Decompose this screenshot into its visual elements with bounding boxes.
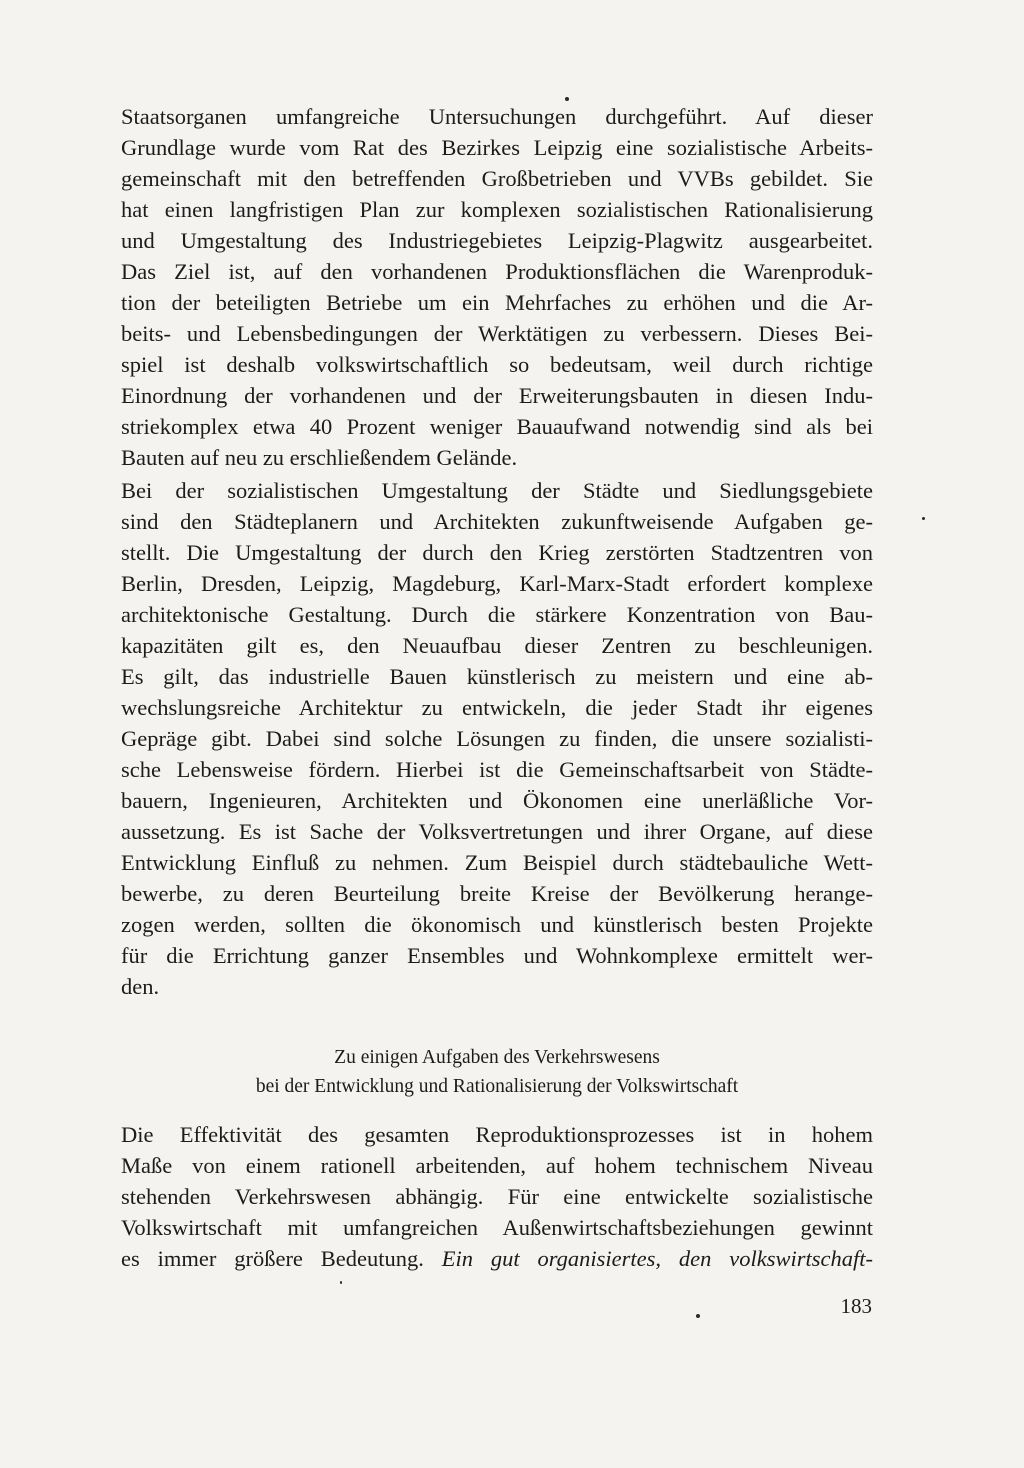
text-line: architektonische Gestaltung. Durch die stärkere Konzentration von Bau- [121, 602, 873, 627]
text-line: spiel ist deshalb volkswirtschaftlich so bedeutsam, weil durch richtige [121, 352, 873, 377]
text-line: Gepräge gibt. Dabei sind solche Lösungen zu finden, die unsere sozialisti- [121, 726, 873, 751]
text-line: für die Errichtung ganzer Ensembles und Wohnkomplexe ermittelt wer- [121, 943, 873, 968]
section-heading-line-2: bei der Entwicklung und Rationalisierung der Volkswirtschaft [255, 1076, 739, 1097]
text-line: Maße von einem rationell arbeitenden, auf hohem technischem Niveau [121, 1153, 873, 1178]
text-line: stehenden Verkehrswesen abhängig. Für eine entwickelte sozialistische [121, 1184, 873, 1209]
scan-speck [340, 1281, 342, 1284]
text-line: Staatsorganen umfangreiche Untersuchungen durchgeführt. Auf dieser [121, 104, 873, 129]
text-line: gemeinschaft mit den betreffenden Großbetrieben und VVBs gebildet. Sie [121, 166, 873, 191]
text-line: Grundlage wurde vom Rat des Bezirkes Leipzig eine sozialistische Arbeits- [121, 135, 873, 160]
text-line: und Umgestaltung des Industriegebietes Leipzig-Plagwitz ausgearbeitet. [121, 228, 873, 253]
text-line: kapazitäten gilt es, den Neuaufbau dieser Zentren zu beschleunigen. [121, 633, 873, 658]
text-line: beits- und Lebensbedingungen der Werktätigen zu verbessern. Dieses Bei- [121, 321, 873, 346]
scan-speck [565, 97, 569, 101]
text-line: stellt. Die Umgestaltung der durch den Krieg zerstörten Stadtzentren von [121, 540, 873, 565]
text-line: Die Effektivität des gesamten Reproduktionsprozesses ist in hohem [121, 1122, 873, 1147]
text-line [121, 1244, 873, 1274]
text-line: den. [121, 974, 160, 999]
text-line: hat einen langfristigen Plan zur komplexen sozialistischen Rationalisierung [121, 197, 873, 222]
text-italic: Ein gut organisiertes, den volkswirtschaft- [441, 1246, 873, 1271]
text-line: bewerbe, zu deren Beurteilung breite Kreise der Bevölkerung herange- [121, 881, 873, 906]
text-line: aussetzung. Es ist Sache der Volksvertretungen und ihrer Organe, auf diese [121, 819, 873, 844]
scan-speck [922, 517, 925, 520]
text-line: bauern, Ingenieuren, Architekten und Ökonomen eine unerläßliche Vor- [121, 788, 873, 813]
text-line: sind den Städteplanern und Architekten zukunftweisende Aufgaben ge- [121, 509, 873, 534]
text-line: wechslungsreiche Architektur zu entwickeln, die jeder Stadt ihr eigenes [121, 695, 873, 720]
text-line: sche Lebensweise fördern. Hierbei ist die Gemeinschaftsarbeit von Städte- [121, 757, 873, 782]
text-line: tion der beteiligten Betriebe um ein Mehrfaches zu erhöhen und die Ar- [121, 290, 873, 315]
text-line: Berlin, Dresden, Leipzig, Magdeburg, Karl-Marx-Stadt erfordert komplexe [121, 571, 873, 596]
section-heading-line-1: Zu einigen Aufgaben des Verkehrswesens [334, 1047, 660, 1068]
text-line: Das Ziel ist, auf den vorhandenen Produktionsflächen die Warenproduk- [121, 259, 873, 284]
text-line: Volkswirtschaft mit umfangreichen Außenwirtschaftsbeziehungen gewinnt [121, 1215, 873, 1240]
text-line: Entwicklung Einfluß zu nehmen. Zum Beispiel durch städtebauliche Wett- [121, 850, 873, 875]
page-number: 183 [840, 1294, 872, 1318]
text-line: Es gilt, das industrielle Bauen künstlerisch zu meistern und eine ab- [121, 664, 873, 689]
text-line: Bei der sozialistischen Umgestaltung der Städte und Siedlungsgebiete [121, 478, 873, 503]
text-regular: es immer größere Bedeutung. [121, 1246, 442, 1271]
text-line: striekomplex etwa 40 Prozent weniger Bauaufwand notwendig sind als bei [121, 414, 873, 439]
text-line: zogen werden, sollten die ökonomisch und künstlerisch besten Projekte [121, 912, 873, 937]
text-line: Einordnung der vorhandenen und der Erweiterungsbauten in diesen Indu- [121, 383, 873, 408]
scan-speck [696, 1314, 700, 1318]
text-line: Bauten auf neu zu erschließendem Gelände. [121, 445, 518, 470]
